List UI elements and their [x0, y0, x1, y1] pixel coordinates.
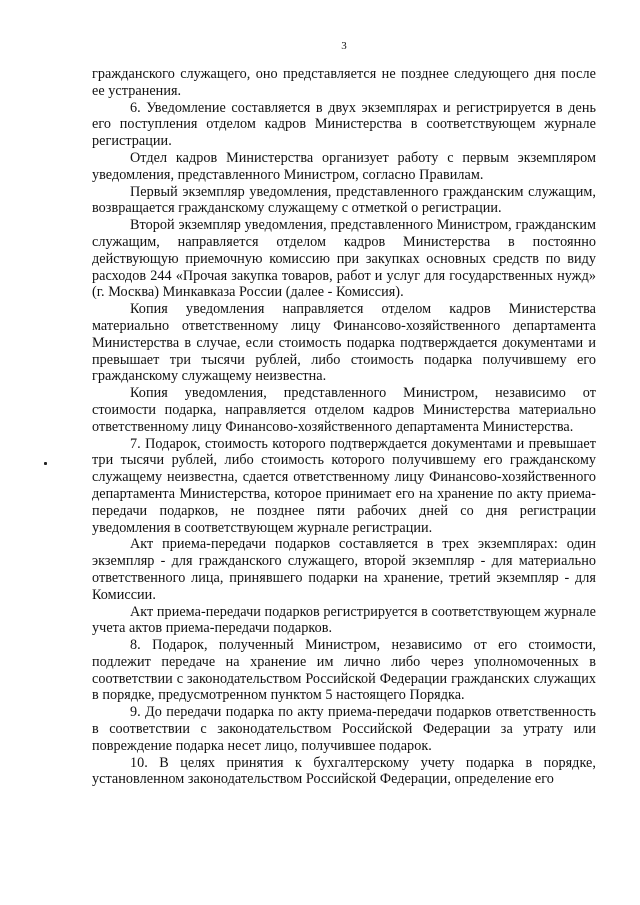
- paragraph-copy-minister-any-value: Копия уведомления, представленного Министром, независимо от стоимости подарка, направляется отделом кадров Министерства материально ответственному лицу Финансово-хозяйственного департамента Министерства.: [92, 385, 596, 435]
- paragraph-second-copy-commission: Второй экземпляр уведомления, представленного Министром, гражданским служащим, направляется отделом кадров Министерства в постоянно действующую приемочную комиссию при закупках основных средств по виду расходов 244 «Прочая закупка товаров, работ и услуг для государственных нужд» (г. Москва) Минкавказа России (далее - Комиссия).: [92, 217, 596, 301]
- paragraph-copy-to-responsible: Копия уведомления направляется отделом кадров Министерства материально ответственному лицу Финансово-хозяйственного департамента Министерства в случае, если стоимость подарка подтверждается документами и превышает три тысячи рублей, либо стоимость подарка получившему его гражданскому служащему неизвестна.: [92, 301, 596, 385]
- page-number: 3: [341, 40, 347, 52]
- paragraph-act-registered: Акт приема-передачи подарков регистрируется в соответствующем журнале учета актов приема-передачи подарков.: [92, 603, 596, 637]
- paragraph-item-7: 7. Подарок, стоимость которого подтверждается документами и превышает три тысячи рублей, либо стоимость которого получившему его гражданскому служащему неизвестна, сдается ответственному лицу Финансово-хозяйственного департамента Министерства, которое принимает его на хранение по акту приема-передачи подарков, не позднее пяти рабочих дней со дня регистрации уведомления в соответствующем журнале регистрации.: [92, 435, 596, 536]
- paragraph-act-three-copies: Акт приема-передачи подарков составляется в трех экземплярах: один экземпляр - для гражданского служащего, второй экземпляр - для материально ответственного лица, принявшего подарки на хранение, третий экземпляр - для Комиссии.: [92, 536, 596, 603]
- paragraph-item-8: 8. Подарок, полученный Министром, независимо от его стоимости, подлежит передаче на хранение им лично либо через уполномоченных в соответствии с законодательством Российской Федерации гражданских служащих в порядке, предусмотренном пунктом 5 настоящего Порядка.: [92, 637, 596, 704]
- paragraph-item-10: 10. В целях принятия к бухгалтерскому учету подарка в порядке, установленном законодательством Российской Федерации, определение его: [92, 754, 596, 788]
- paragraph-item-6: 6. Уведомление составляется в двух экземплярах и регистрируется в день его поступления отделом кадров Министерства в соответствующем журнале регистрации.: [92, 99, 596, 150]
- paragraph-first-copy-returned: Первый экземпляр уведомления, представленного гражданским служащим, возвращается гражданскому служащему с отметкой о регистрации.: [92, 183, 596, 217]
- paragraph-continuation: гражданского служащего, оно представляется не позднее следующего дня после ее устранения.: [92, 66, 596, 99]
- scan-speck: [44, 462, 47, 465]
- paragraph-item-9: 9. До передачи подарка по акту приема-передачи подарков ответственность в соответствии с законодательством Российской Федерации за утрату или повреждение подарка несет лицо, получившее подарок.: [92, 704, 596, 754]
- paragraph-hr-first-copy-minister: Отдел кадров Министерства организует работу с первым экземпляром уведомления, представленного Министром, согласно Правилам.: [92, 149, 596, 183]
